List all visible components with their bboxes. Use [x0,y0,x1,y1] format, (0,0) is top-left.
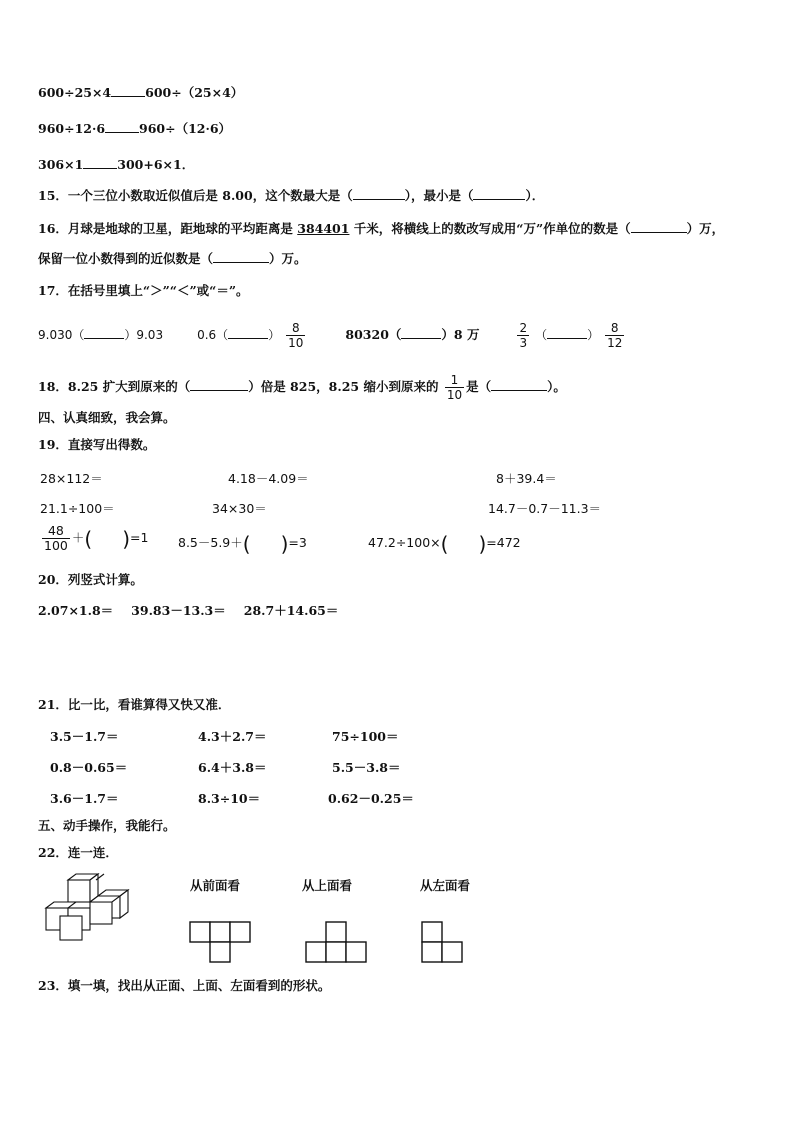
question-21-title: 21．比一比，看谁算得又快又准． [38,697,231,712]
compare-line-2 [38,120,231,137]
question-20-title: 20．列竖式计算。 [38,572,143,587]
calc-item: 3.5－1.7＝ [50,729,119,744]
calc-item: 6.4＋3.8＝ [198,760,267,775]
answer-blank[interactable] [473,187,525,200]
q17-p1-left: 9.030（ [38,328,85,342]
q16-text-b: 千米，将横线上的数改写成用“万”作单位的数是（ [349,221,631,236]
calc-item-fill-1: $\frac{48}{100}$ ＋( )=1 [44,523,149,553]
answer-blank[interactable] [111,84,145,97]
compare-right: 600÷（25×4） [145,85,244,100]
question-17-items [38,318,626,352]
q15-text-b: ），最小是（ [404,188,474,203]
calc-item: 21.1÷100＝ [40,501,115,516]
calc-item: 28.7＋14.65＝ [243,603,339,618]
q15-text-a: 15．一个三位小数取近似值后是 8.00，这个数最大是（ [38,188,353,203]
compare-right: 300+6×1． [117,157,195,172]
question-17-title: 17．在括号里填上“＞”“＜”或“＝”。 [38,283,249,298]
fraction-48-100: $\frac{48}{100}$ [44,523,68,553]
q17-p3-left: 80320（ [345,327,402,342]
q17-p2-left: 0.6（ [197,328,229,342]
answer-blank[interactable] [631,220,687,233]
question-15 [38,187,544,204]
view-label-top: 从上面看 [302,878,353,893]
fraction-2-3: $\frac{2}{3}$ [519,321,528,350]
q17-p2-right: ） [268,328,281,342]
q16-text-d: 保留一位小数得到的近似数是（ [38,251,214,266]
q17-p3-right: ）8 万 [441,327,480,342]
question-16 [38,220,724,237]
q17-p1-right: ）9.03 [124,328,164,342]
fraction-8-12: $\frac{8}{12}$ [607,321,623,350]
calc-item: 39.83－13.3＝ [131,603,226,618]
q18-text-d: ）。 [547,379,566,394]
calc-item: 5.5－3.8＝ [332,760,401,775]
compare-line-1 [38,84,243,101]
q16-text-a: 16．月球是地球的卫星，距地球的平均距离是 [38,221,298,236]
answer-blank[interactable] [213,250,269,263]
question-22-title: 22．连一连． [38,845,118,860]
question-19-title: 19．直接写出得数。 [38,437,156,452]
section-5-heading: 五、动手操作，我能行。 [38,818,176,833]
question-16-line-2 [38,250,307,267]
view-label-left: 从左面看 [420,878,471,893]
q18-text-b: ）倍是 825，8.25 缩小到原来的 [248,379,439,394]
answer-blank[interactable] [547,326,587,339]
calc-item: 8＋39.4＝ [496,471,557,486]
view-label-front: 从前面看 [190,878,241,893]
cube-stack-figure [40,872,130,944]
q18-text-a: 18．8.25 扩大到原来的（ [38,379,191,394]
fraction-8-10: $\frac{8}{10}$ [288,321,304,350]
calc-item: 3.6－1.7＝ [50,791,119,806]
answer-blank[interactable] [353,187,405,200]
answer-blank[interactable] [105,120,139,133]
calc-item: 28×112＝ [40,471,103,486]
compare-line-3 [38,156,194,173]
q15-text-c: ）． [525,188,545,203]
answer-blank[interactable] [190,378,248,391]
q17-p4-left: （ [535,328,548,342]
calc-item: 0.62－0.25＝ [328,791,414,806]
answer-blank[interactable] [228,326,268,339]
underlined-number: 384401 [297,221,350,236]
q16-text-c: ）万， [686,221,725,236]
view-shape-1 [188,920,252,964]
calc-item: 75÷100＝ [332,729,399,744]
calc-item-fill-3: 47.2÷100×( )=472 [368,531,521,556]
calc-item: 14.7－0.7－11.3＝ [488,501,602,516]
calc-item-fill-2: 8.5－5.9＋( )=3 [178,531,307,556]
question-20-items [38,603,338,619]
question-18 [38,372,566,402]
compare-left: 306×1 [38,157,84,172]
q18-text-c: 是（ [466,379,492,394]
answer-blank[interactable] [83,156,117,169]
answer-blank[interactable] [491,378,547,391]
view-shape-3 [420,920,464,964]
q16-text-e: ）万。 [269,251,307,266]
calc-item: 2.07×1.8＝ [38,603,114,618]
calc-item: 4.18－4.09＝ [228,471,309,486]
calc-item: 34×30＝ [212,501,267,516]
calc-item: 0.8－0.65＝ [50,760,128,775]
fraction-1-10: $\frac{1}{10}$ [446,373,463,402]
compare-left: 600÷25×4 [38,85,112,100]
question-23-title: 23．填一填，找出从正面、上面、左面看到的形状。 [38,978,331,993]
compare-left: 960÷12·6 [38,121,106,136]
compare-right: 960÷（12·6） [139,121,232,136]
section-4-heading: 四、认真细致，我会算。 [38,410,176,425]
answer-blank[interactable] [401,326,441,339]
calc-item: 8.3÷10＝ [198,791,261,806]
q17-p4-right: ） [587,328,600,342]
calc-item: 4.3＋2.7＝ [198,729,267,744]
view-shape-2 [304,920,368,964]
answer-blank[interactable] [84,326,124,339]
